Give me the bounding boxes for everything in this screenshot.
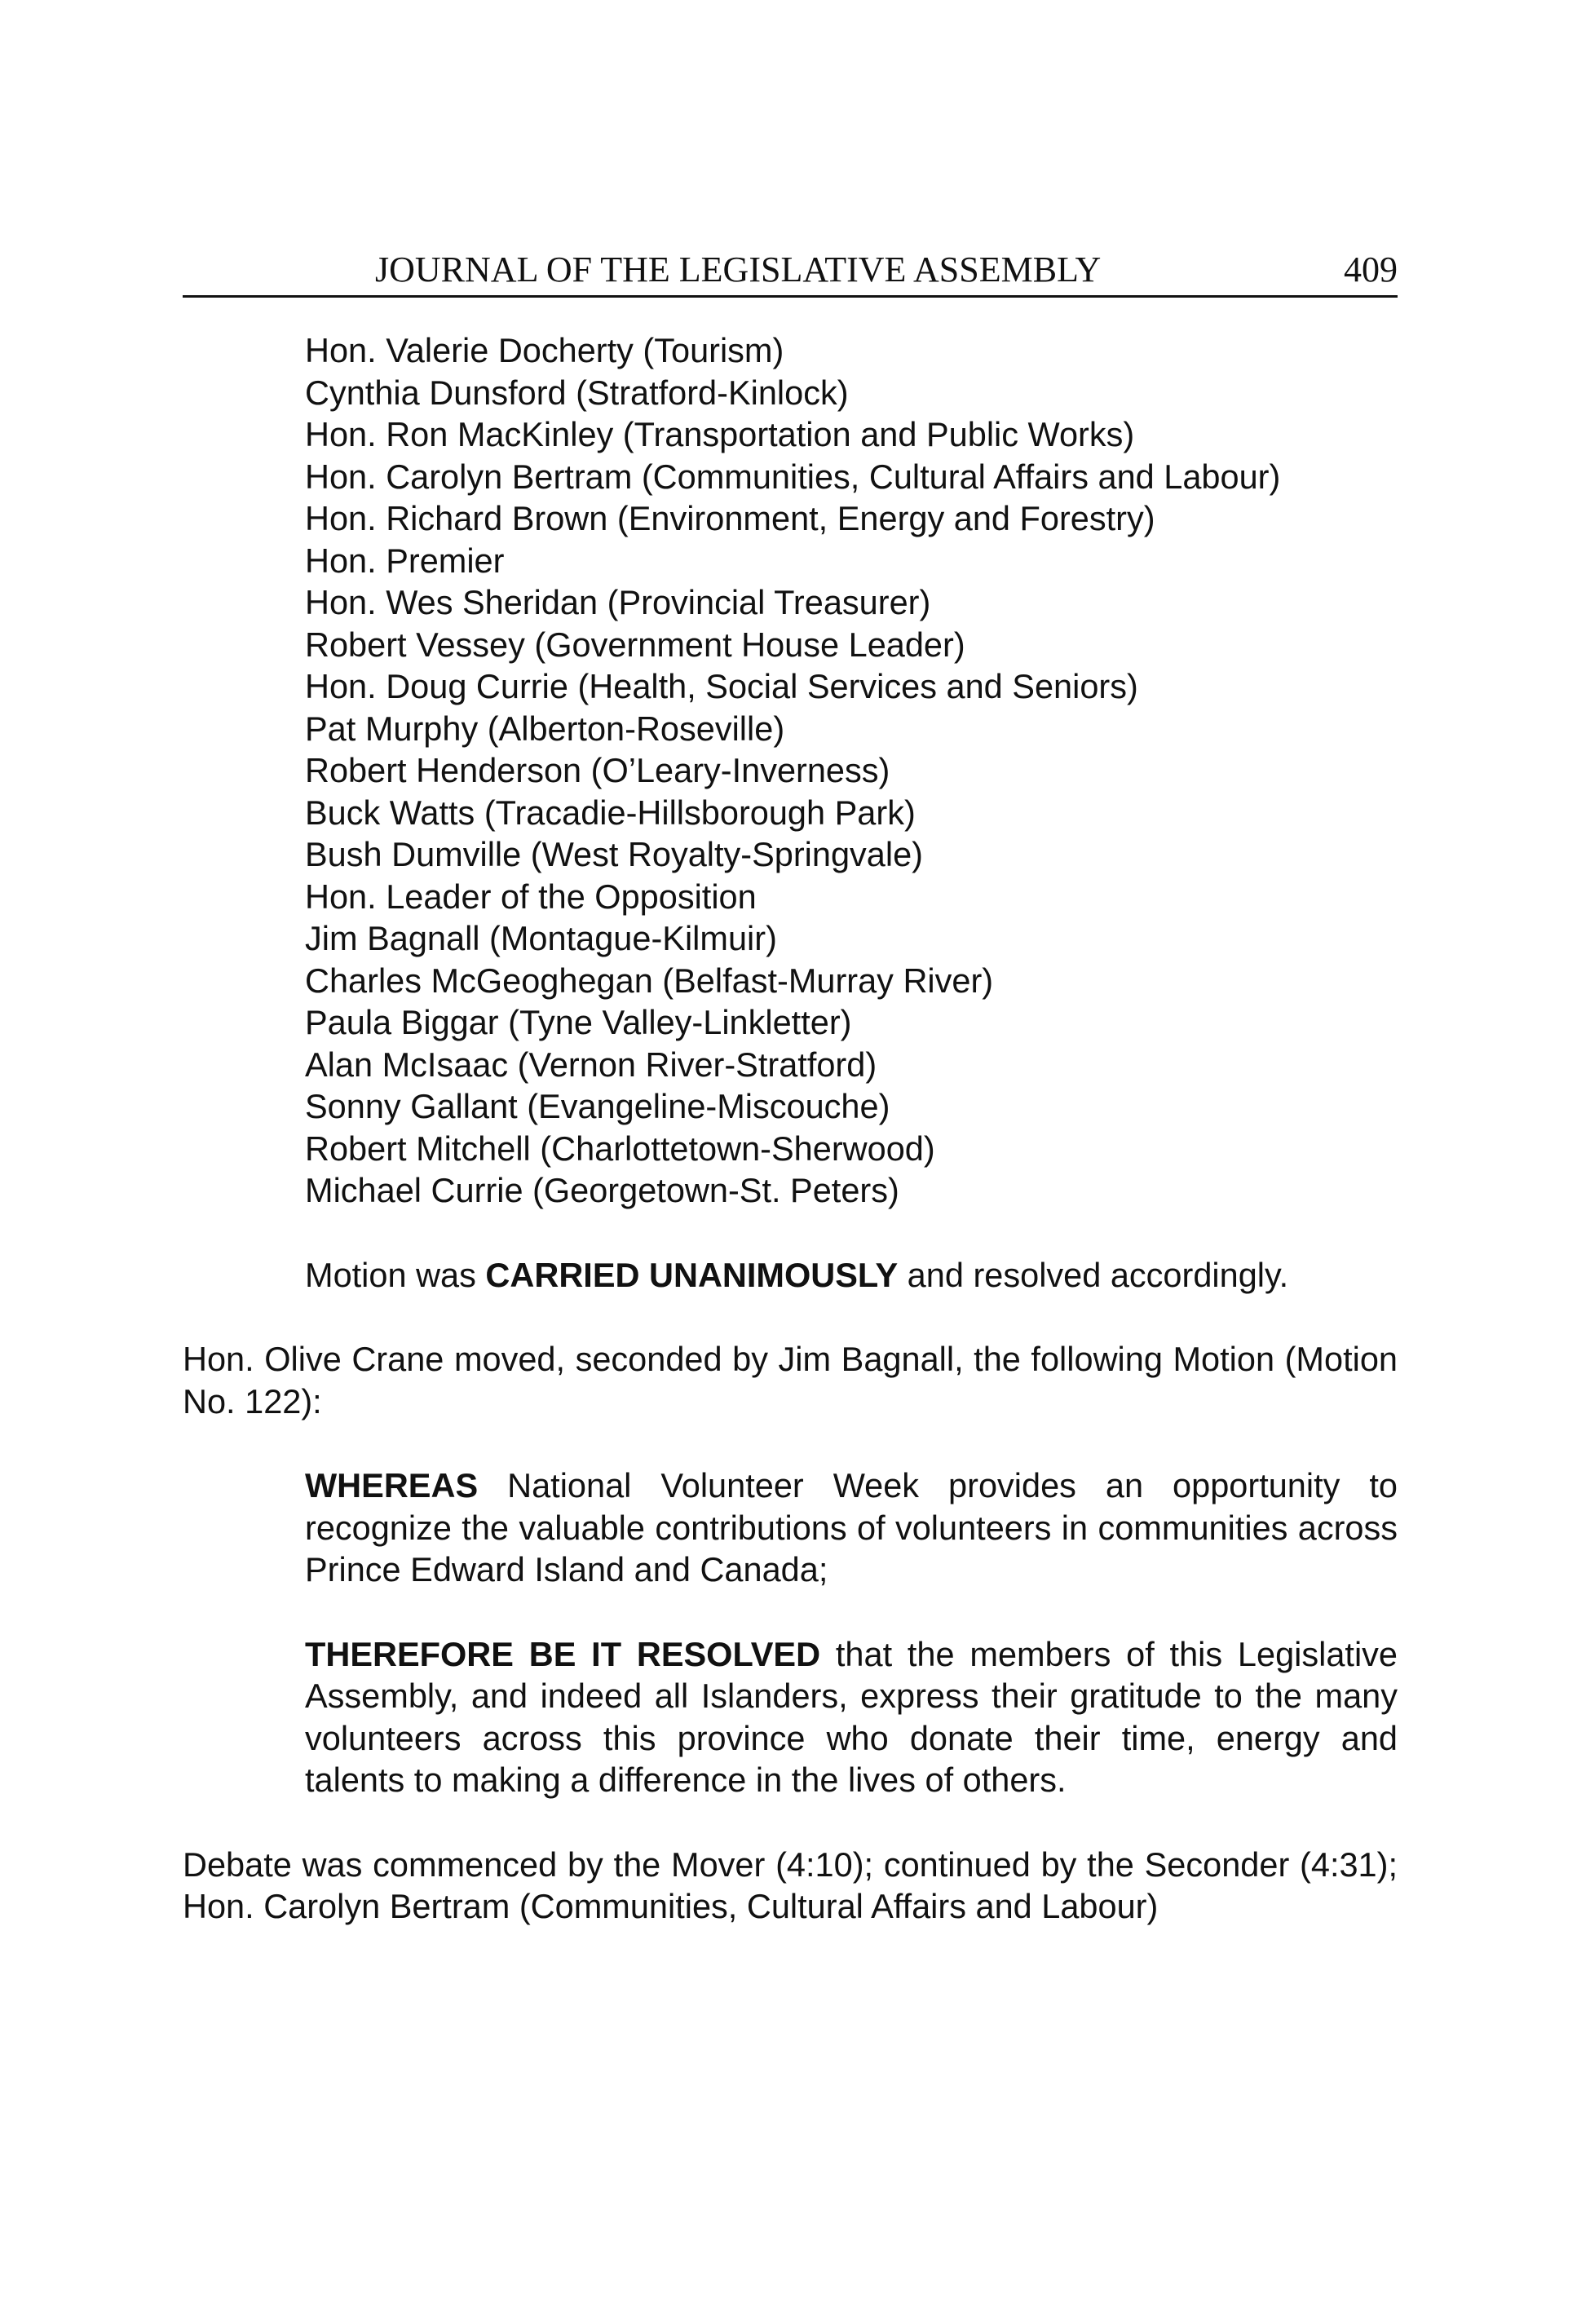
list-item: Hon. Wes Sheridan (Provincial Treasurer) bbox=[305, 583, 931, 621]
list-item: Robert Vessey (Government House Leader) bbox=[305, 625, 965, 664]
list-item: Charles McGeoghegan (Belfast-Murray River) bbox=[305, 961, 994, 1000]
running-title: JOURNAL OF THE LEGISLATIVE ASSEMBLY bbox=[375, 250, 1102, 289]
list-item: Paula Biggar (Tyne Valley-Linkletter) bbox=[305, 1003, 852, 1041]
motion-intro: Hon. Olive Crane moved, seconded by Jim Bagnall, the following Motion (Motion No. 122): bbox=[183, 1340, 1398, 1420]
list-item: Alan McIsaac (Vernon River-Stratford) bbox=[305, 1045, 877, 1084]
list-item: Robert Mitchell (Charlottetown-Sherwood) bbox=[305, 1129, 935, 1168]
list-item: Hon. Leader of the Opposition bbox=[305, 877, 757, 916]
motion-result-suffix: and resolved accordingly. bbox=[898, 1255, 1289, 1294]
resolved-keyword: THEREFORE BE IT RESOLVED bbox=[305, 1634, 821, 1673]
whereas-clause bbox=[183, 1465, 1398, 1591]
whereas-text: National Volunteer Week provides an opportunity to recognize the valuable contributions of volunteers in communities across Prince Edward Island and Canada; bbox=[305, 1466, 1398, 1588]
motion-result bbox=[183, 1254, 1398, 1297]
list-item: Sonny Gallant (Evangeline-Miscouche) bbox=[305, 1087, 890, 1125]
list-item: Hon. Carolyn Bertram (Communities, Cultural Affairs and Labour) bbox=[305, 457, 1281, 496]
whereas-keyword: WHEREAS bbox=[305, 1466, 479, 1504]
list-item: Michael Currie (Georgetown-St. Peters) bbox=[305, 1171, 899, 1209]
list-item: Hon. Valerie Docherty (Tourism) bbox=[305, 331, 784, 369]
list-item: Bush Dumville (West Royalty-Springvale) bbox=[305, 835, 924, 873]
debate-paragraph: Debate was commenced by the Mover (4:10); continued by the Seconder (4:31); Hon. Carolyn Bertram (Communities, Cultural Affairs and Labour) bbox=[183, 1845, 1398, 1925]
resolved-text: that the members of this Legislative Assembly, and indeed all Islanders, express their gratitude to the many volunteers across this province who donate their time, energy and talents to making a difference in the lives of others. bbox=[305, 1634, 1398, 1799]
page-number: 409 bbox=[1344, 250, 1398, 289]
list-item: Hon. Ron MacKinley (Transportation and Public Works) bbox=[305, 415, 1135, 453]
members-list bbox=[183, 329, 1398, 1212]
list-item: Jim Bagnall (Montague-Kilmuir) bbox=[305, 919, 777, 957]
list-item: Robert Henderson (O’Leary-Inverness) bbox=[305, 751, 890, 789]
motion-result-prefix: Motion was bbox=[305, 1255, 486, 1294]
list-item: Hon. Premier bbox=[305, 541, 505, 580]
resolved-clause bbox=[183, 1633, 1398, 1801]
list-item: Hon. Doug Currie (Health, Social Services and Seniors) bbox=[305, 667, 1138, 705]
list-item: Pat Murphy (Alberton-Roseville) bbox=[305, 709, 785, 748]
page-body bbox=[183, 329, 1398, 1928]
list-item: Cynthia Dunsford (Stratford-Kinlock) bbox=[305, 373, 849, 412]
page-header bbox=[183, 245, 1398, 298]
list-item: Hon. Richard Brown (Environment, Energy and Forestry) bbox=[305, 499, 1155, 537]
motion-result-status: CARRIED UNANIMOUSLY bbox=[485, 1255, 899, 1294]
list-item: Buck Watts (Tracadie-Hillsborough Park) bbox=[305, 793, 916, 832]
